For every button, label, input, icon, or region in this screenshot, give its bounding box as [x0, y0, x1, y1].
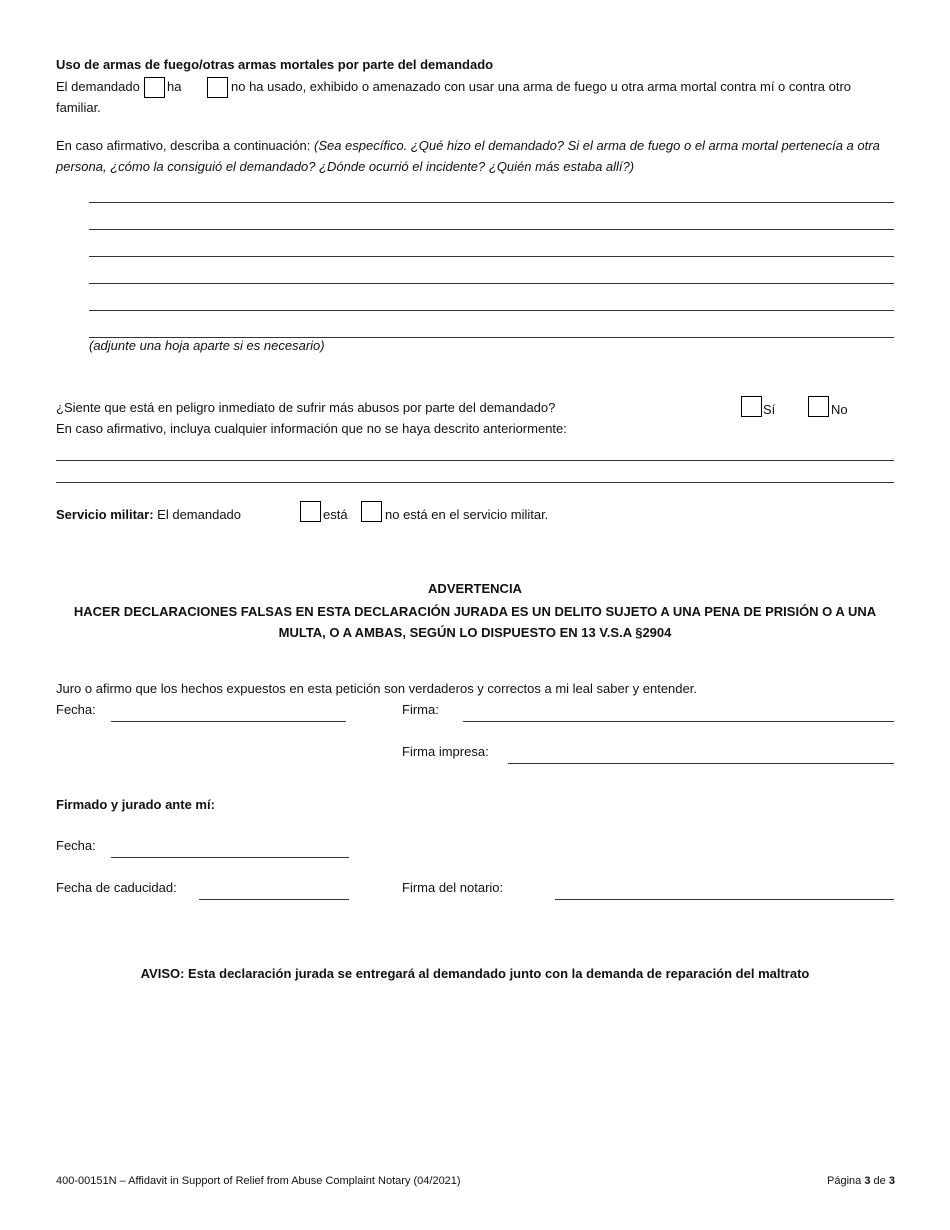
oath-printed-signature-label: Firma impresa: [402, 744, 489, 759]
firearms-no-ha-label: no ha usado, exhibido o amenazado con usar una arma de fuego u otra arma mortal contra mí o contra otro [231, 79, 852, 94]
footer-page-word: Página [827, 1175, 862, 1187]
notary-heading: Firmado y jurado ante mí: [56, 797, 215, 812]
oath-statement: Juro o afirmo que los hechos expuestos en esta petición son verdaderos y correctos a mi leal saber y entender. [56, 681, 697, 696]
footer-page-number [827, 1175, 895, 1187]
oath-signature-label: Firma: [402, 702, 439, 717]
danger-line-2[interactable] [56, 482, 894, 483]
danger-line-1[interactable] [56, 460, 894, 461]
footer-form-id: 400-00151N – Affidavit in Support of Relief from Abuse Complaint Notary (04/2021) [56, 1175, 461, 1187]
notary-date-label: Fecha: [56, 838, 96, 853]
military-is-not-label: no está en el servicio militar. [385, 507, 549, 522]
notary-date-line[interactable] [111, 857, 349, 858]
warning-body: HACER DECLARACIONES FALSAS EN ESTA DECLARACIÓN JURADA ES UN DELITO SUJETO A UNA PENA DE PRISIÓN O A UNA MULTA, O A AMBAS, SEGÚN LO DISPUESTO EN 13 V.S.A §2904 [73, 604, 877, 640]
warning-title: ADVERTENCIA [428, 581, 522, 596]
oath-signature-line[interactable] [463, 721, 894, 722]
notary-signature-line[interactable] [555, 899, 894, 900]
danger-no-checkbox[interactable] [808, 396, 829, 417]
military-is-label: está [323, 507, 348, 522]
firearms-describe-label: En caso afirmativo, describa a continuación: [56, 138, 311, 153]
firearms-no-ha-checkbox[interactable] [207, 77, 228, 98]
notary-signature-label: Firma del notario: [402, 880, 504, 895]
attach-note: (adjunte una hoja aparte si es necesario) [89, 338, 325, 353]
describe-line-2[interactable] [89, 229, 894, 230]
danger-yes-checkbox[interactable] [741, 396, 762, 417]
danger-followup: En caso afirmativo, incluya cualquier información que no se haya descrito anteriormente: [56, 421, 567, 436]
notice: AVISO: Esta declaración jurada se entregará al demandado junto con la demanda de reparación del maltrato [140, 966, 810, 981]
describe-line-3[interactable] [89, 256, 894, 257]
describe-line-5[interactable] [89, 310, 894, 311]
oath-date-line[interactable] [111, 721, 346, 722]
notary-expiry-label: Fecha de caducidad: [56, 880, 177, 895]
danger-question: ¿Siente que está en peligro inmediato de sufrir más abusos por parte del demandado? [56, 400, 556, 415]
military-label: Servicio militar: [56, 507, 154, 522]
military-is-not-checkbox[interactable] [361, 501, 382, 522]
firearms-heading: Uso de armas de fuego/otras armas mortales por parte del demandado [56, 57, 494, 72]
firearms-ha-checkbox[interactable] [144, 77, 165, 98]
firearms-describe-hint: (Sea específico. ¿Qué hizo el demandado? Si el arma de fuego o el arma mortal pertenecía a otra persona, ¿cómo la consiguió el demandado? ¿Dónde ocurrió el incidente? ¿Quién más estaba allí?) [56, 138, 880, 174]
oath-printed-signature-line[interactable] [508, 763, 894, 764]
describe-line-4[interactable] [89, 283, 894, 284]
oath-date-label: Fecha: [56, 702, 96, 717]
military-prefix: El demandado [157, 507, 242, 522]
describe-line-1[interactable] [89, 202, 894, 203]
firearms-line2: familiar. [56, 100, 101, 115]
footer-page-current: 3 [864, 1175, 871, 1187]
notary-expiry-line[interactable] [199, 899, 349, 900]
danger-no-label: No [831, 402, 848, 417]
firearms-describe [56, 135, 894, 177]
footer-page-total: 3 [888, 1175, 895, 1187]
firearms-ha-label: ha [167, 79, 182, 94]
danger-yes-label: Sí [763, 402, 776, 417]
firearms-prefix: El demandado [56, 79, 140, 94]
footer-of-word: de [873, 1175, 886, 1187]
military-is-checkbox[interactable] [300, 501, 321, 522]
military-row [56, 507, 241, 522]
